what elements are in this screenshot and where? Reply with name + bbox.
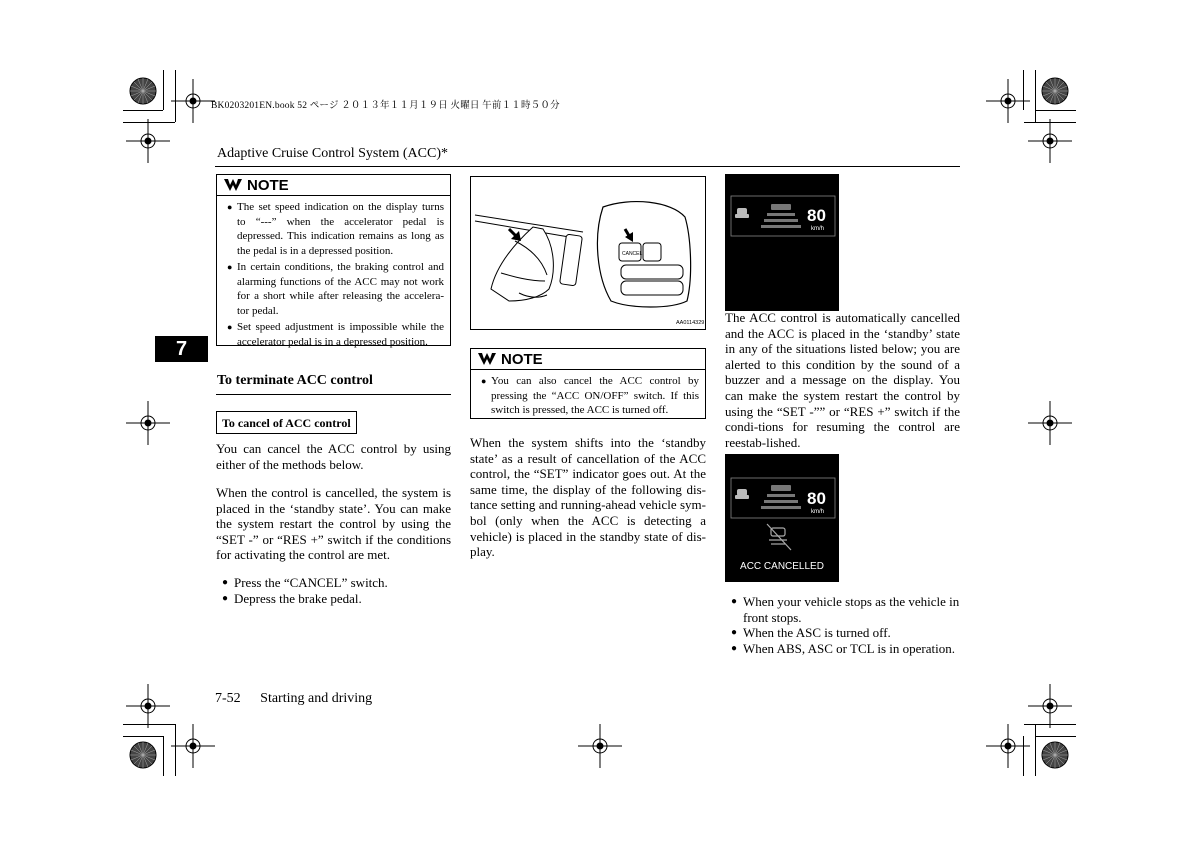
note-header — [471, 349, 705, 370]
crosshair-mark — [578, 724, 622, 768]
paragraph-standby: When the control is cancelled, the system is placed in the ‘standby state’. You can make the system restart the control by using the “SET -” or “RES +” switch if the conditions for activating the control are met. — [216, 485, 451, 563]
set-speed: 80 — [807, 206, 826, 225]
cancel-heading: To cancel of ACC control — [216, 411, 357, 434]
crosshair-mark — [126, 119, 170, 163]
note-box — [216, 174, 451, 346]
list-item: ● When your vehicle stops as the vehicle in front stops. — [725, 594, 960, 625]
title-rule — [215, 166, 960, 167]
starburst-mark-top-left — [130, 78, 156, 104]
note-item: ● The set speed indication on the display turns to “---” when the accelerator pedal is depressed. This indication remains as long as the pedal is in a depressed position. — [223, 200, 444, 258]
methods-list — [216, 575, 451, 606]
list-item: ● Press the “CANCEL” switch. — [216, 575, 451, 591]
note-list — [217, 196, 450, 355]
acc-standby-display — [725, 174, 839, 311]
chapter-name: Starting and driving — [260, 691, 373, 706]
note-icon — [477, 351, 497, 367]
note-header — [217, 175, 450, 196]
car-icon — [735, 489, 749, 499]
display-graphic — [725, 454, 839, 582]
crosshair-mark — [986, 79, 1030, 123]
crosshair-mark — [171, 724, 215, 768]
note-icon — [223, 177, 243, 193]
paragraph-auto-cancel: The ACC control is automatically cancelled and the ACC is placed in the ‘standby’ state in any of the situations listed below; you are alerted to this condition by the sound of a buzzer and a message on the display. You can make the system restart the control by using the “SET -”” or “RES +” switch if the condi-tions for resuming the control are reestab-lished. — [725, 310, 960, 450]
starburst-mark-bottom-left — [130, 742, 156, 768]
acc-cancelled-display — [725, 454, 839, 582]
starburst-mark-top-right — [1042, 78, 1068, 104]
set-speed: 80 — [807, 489, 826, 508]
cancel-switch-label: CANCEL — [622, 251, 643, 257]
display-graphic — [725, 174, 839, 311]
speed-unit: km/h — [811, 509, 825, 515]
starburst-mark-bottom-right — [1042, 742, 1068, 768]
chapter-tab: 7 — [155, 336, 208, 362]
terminate-heading: To terminate ACC control — [217, 373, 373, 388]
note-item: ● You can also cancel the ACC control by pressing the “ACC ON/OFF” switch. If this switch is pressed, the ACC is turned off. — [477, 374, 699, 418]
note-item: ● Set speed adjustment is impossible while the accelerator pedal is in a depressed position. — [223, 320, 444, 349]
list-item: ● Depress the brake pedal. — [216, 591, 451, 607]
acc-off-icon — [767, 524, 791, 550]
crosshair-mark — [126, 684, 170, 728]
cancel-switch-figure — [470, 176, 706, 330]
crosshair-mark — [986, 724, 1030, 768]
figure-code: AA0114329 — [676, 320, 705, 326]
paragraph-standby-display: When the system shifts into the ‘standby state’ as a result of cancellation of the ACC control, the “SET” indicator goes out. At the same time, the display of the following dis-tance setting and running-ahead vehicle sym-bol (only when the ACC is detecting a vehicle) is placed in the standby state of dis-play. — [470, 435, 706, 560]
situations-list — [725, 594, 960, 656]
crosshair-mark — [1028, 401, 1072, 445]
note-list — [471, 370, 705, 424]
list-item: ● When ABS, ASC or TCL is in operation. — [725, 641, 960, 657]
crosshair-mark — [171, 79, 215, 123]
list-item: ● When the ASC is turned off. — [725, 625, 960, 641]
section-title: Adaptive Cruise Control System (ACC)* — [217, 146, 448, 161]
note-label: NOTE — [501, 350, 543, 368]
page-footer — [215, 691, 372, 707]
page-number: 7-52 — [215, 691, 241, 706]
cancelled-message: ACC CANCELLED — [740, 561, 824, 572]
pedal-and-steering-switch-illustration — [471, 177, 705, 329]
note-box — [470, 348, 706, 419]
car-icon — [735, 208, 749, 218]
distance-bars-icon — [761, 204, 801, 228]
crosshair-mark — [1028, 119, 1072, 163]
distance-bars-icon — [761, 485, 801, 509]
file-header: BK0203201EN.book 52 ページ ２０１３年１１月１９日 火曜日 午前１１時５０分 — [211, 101, 560, 111]
crosshair-mark — [1028, 684, 1072, 728]
subhead-rule — [216, 394, 451, 395]
paragraph-methods: You can cancel the ACC control by using either of the methods below. — [216, 441, 451, 472]
crosshair-mark — [126, 401, 170, 445]
note-item: ● In certain conditions, the braking control and alarming functions of the ACC may not work for a short while after releasing the accelera-tor pedal. — [223, 260, 444, 318]
note-label: NOTE — [247, 176, 289, 194]
speed-unit: km/h — [811, 226, 825, 232]
